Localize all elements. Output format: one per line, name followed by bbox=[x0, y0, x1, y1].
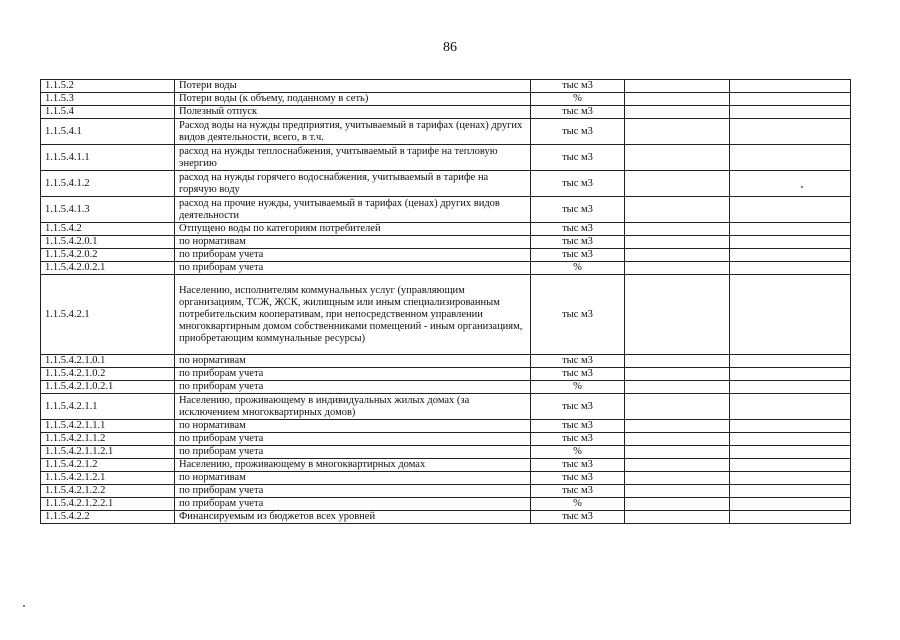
row-code-cell: 1.1.5.4.2.1 bbox=[41, 275, 175, 355]
row-value-cell-1 bbox=[625, 368, 730, 381]
row-code-cell: 1.1.5.4.2.1.1.2.1 bbox=[41, 446, 175, 459]
row-unit-cell: тыс м3 bbox=[531, 80, 625, 93]
row-value-cell-2 bbox=[730, 249, 851, 262]
row-value-cell-1 bbox=[625, 381, 730, 394]
row-unit-cell: тыс м3 bbox=[531, 249, 625, 262]
table-row bbox=[41, 511, 851, 524]
row-code-cell: 1.1.5.4.2.0.2.1 bbox=[41, 262, 175, 275]
row-value-cell-1 bbox=[625, 106, 730, 119]
table-row bbox=[41, 275, 851, 355]
row-code-cell: 1.1.5.4.2.1.0.2 bbox=[41, 368, 175, 381]
row-unit-cell: тыс м3 bbox=[531, 485, 625, 498]
row-value-cell-2 bbox=[730, 381, 851, 394]
row-value-cell-1 bbox=[625, 145, 730, 171]
row-value-cell-2 bbox=[730, 368, 851, 381]
table-row bbox=[41, 80, 851, 93]
row-value-cell-2 bbox=[730, 223, 851, 236]
row-value-cell-2 bbox=[730, 275, 851, 355]
row-value-cell-2 bbox=[730, 80, 851, 93]
row-name-cell: Населению, проживающему в многоквартирных домах bbox=[175, 459, 531, 472]
row-code-cell: 1.1.5.4.1.3 bbox=[41, 197, 175, 223]
row-name-cell: Финансируемым из бюджетов всех уровней bbox=[175, 511, 531, 524]
row-name-cell: по приборам учета bbox=[175, 433, 531, 446]
row-unit-cell: тыс м3 bbox=[531, 433, 625, 446]
row-name-cell: по приборам учета bbox=[175, 262, 531, 275]
row-unit-cell: % bbox=[531, 381, 625, 394]
row-value-cell-2 bbox=[730, 472, 851, 485]
table-row bbox=[41, 262, 851, 275]
row-value-cell-2 bbox=[730, 485, 851, 498]
row-unit-cell: тыс м3 bbox=[531, 145, 625, 171]
row-name-cell: Населению, проживающему в индивидуальных жилых домах (за исключением многоквартирных домов) bbox=[175, 394, 531, 420]
row-unit-cell: % bbox=[531, 446, 625, 459]
row-name-cell: Населению, исполнителям коммунальных услуг (управляющим организациям, ТСЖ, ЖСК, жилищным или иным специализированным потребительским кооперативам, при непосредственном управлении многоквартирным домом собственниками помещений - иным организациям, приобретающим коммунальные ресурсы) bbox=[175, 275, 531, 355]
row-value-cell-1 bbox=[625, 223, 730, 236]
table-row bbox=[41, 119, 851, 145]
row-value-cell-1 bbox=[625, 420, 730, 433]
row-code-cell: 1.1.5.4.1.1 bbox=[41, 145, 175, 171]
table-row bbox=[41, 472, 851, 485]
row-value-cell-1 bbox=[625, 275, 730, 355]
table-row bbox=[41, 394, 851, 420]
table-row bbox=[41, 171, 851, 197]
row-value-cell-1 bbox=[625, 433, 730, 446]
row-code-cell: 1.1.5.4.2.1.2.2.1 bbox=[41, 498, 175, 511]
row-value-cell-1 bbox=[625, 511, 730, 524]
row-name-cell: Полезный отпуск bbox=[175, 106, 531, 119]
row-value-cell-1 bbox=[625, 119, 730, 145]
page-number: 86 bbox=[443, 40, 457, 55]
row-unit-cell: тыс м3 bbox=[531, 197, 625, 223]
row-value-cell-1 bbox=[625, 93, 730, 106]
row-value-cell-2 bbox=[730, 498, 851, 511]
row-code-cell: 1.1.5.4.2.1.0.1 bbox=[41, 355, 175, 368]
row-value-cell-2 bbox=[730, 446, 851, 459]
row-name-cell: по приборам учета bbox=[175, 249, 531, 262]
row-value-cell-2 bbox=[730, 511, 851, 524]
row-name-cell: по нормативам bbox=[175, 236, 531, 249]
row-name-cell: Отпущено воды по категориям потребителей bbox=[175, 223, 531, 236]
row-unit-cell: тыс м3 bbox=[531, 275, 625, 355]
row-name-cell: по приборам учета bbox=[175, 446, 531, 459]
row-code-cell: 1.1.5.4.2.2 bbox=[41, 511, 175, 524]
table-row bbox=[41, 381, 851, 394]
row-unit-cell: тыс м3 bbox=[531, 119, 625, 145]
row-value-cell-2 bbox=[730, 171, 851, 197]
row-value-cell-1 bbox=[625, 394, 730, 420]
row-value-cell-1 bbox=[625, 80, 730, 93]
row-code-cell: 1.1.5.4.2.0.1 bbox=[41, 236, 175, 249]
row-name-cell: расход на прочие нужды, учитываемый в тарифах (ценах) других видов деятельности bbox=[175, 197, 531, 223]
row-name-cell: Потери воды (к объему, поданному в сеть) bbox=[175, 93, 531, 106]
table-row bbox=[41, 485, 851, 498]
row-value-cell-1 bbox=[625, 197, 730, 223]
table-body bbox=[41, 80, 851, 524]
row-code-cell: 1.1.5.4 bbox=[41, 106, 175, 119]
row-name-cell: по приборам учета bbox=[175, 381, 531, 394]
row-unit-cell: тыс м3 bbox=[531, 171, 625, 197]
row-value-cell-2 bbox=[730, 145, 851, 171]
row-name-cell: по нормативам bbox=[175, 472, 531, 485]
row-code-cell: 1.1.5.4.1 bbox=[41, 119, 175, 145]
row-unit-cell: % bbox=[531, 498, 625, 511]
row-name-cell: по приборам учета bbox=[175, 485, 531, 498]
row-value-cell-2 bbox=[730, 420, 851, 433]
row-value-cell-2 bbox=[730, 106, 851, 119]
table-row bbox=[41, 368, 851, 381]
table-row bbox=[41, 446, 851, 459]
row-unit-cell: тыс м3 bbox=[531, 472, 625, 485]
row-value-cell-2 bbox=[730, 197, 851, 223]
row-unit-cell: тыс м3 bbox=[531, 511, 625, 524]
row-value-cell-2 bbox=[730, 119, 851, 145]
indicator-table bbox=[40, 79, 851, 524]
row-value-cell-1 bbox=[625, 459, 730, 472]
row-code-cell: 1.1.5.3 bbox=[41, 93, 175, 106]
table-row bbox=[41, 433, 851, 446]
row-code-cell: 1.1.5.2 bbox=[41, 80, 175, 93]
table-row bbox=[41, 197, 851, 223]
table-row bbox=[41, 459, 851, 472]
row-value-cell-1 bbox=[625, 262, 730, 275]
row-code-cell: 1.1.5.4.2.1.2.2 bbox=[41, 485, 175, 498]
row-value-cell-1 bbox=[625, 171, 730, 197]
table-row bbox=[41, 223, 851, 236]
scan-speck bbox=[23, 605, 25, 607]
row-name-cell: по приборам учета bbox=[175, 368, 531, 381]
table-row bbox=[41, 355, 851, 368]
row-value-cell-2 bbox=[730, 355, 851, 368]
row-value-cell-2 bbox=[730, 262, 851, 275]
row-value-cell-1 bbox=[625, 236, 730, 249]
table-row bbox=[41, 498, 851, 511]
row-unit-cell: % bbox=[531, 262, 625, 275]
row-unit-cell: % bbox=[531, 93, 625, 106]
row-code-cell: 1.1.5.4.2.0.2 bbox=[41, 249, 175, 262]
row-code-cell: 1.1.5.4.2.1.1 bbox=[41, 394, 175, 420]
table-row bbox=[41, 145, 851, 171]
row-value-cell-1 bbox=[625, 249, 730, 262]
row-unit-cell: тыс м3 bbox=[531, 223, 625, 236]
row-value-cell-1 bbox=[625, 355, 730, 368]
row-unit-cell: тыс м3 bbox=[531, 368, 625, 381]
table-row bbox=[41, 106, 851, 119]
row-unit-cell: тыс м3 bbox=[531, 420, 625, 433]
scan-speck bbox=[801, 186, 803, 188]
row-unit-cell: тыс м3 bbox=[531, 106, 625, 119]
row-value-cell-2 bbox=[730, 459, 851, 472]
table-row bbox=[41, 93, 851, 106]
row-name-cell: расход на нужды горячего водоснабжения, учитываемый в тарифе на горячую воду bbox=[175, 171, 531, 197]
table-row bbox=[41, 249, 851, 262]
row-value-cell-2 bbox=[730, 236, 851, 249]
row-value-cell-1 bbox=[625, 446, 730, 459]
row-name-cell: по приборам учета bbox=[175, 498, 531, 511]
row-name-cell: Потери воды bbox=[175, 80, 531, 93]
row-unit-cell: тыс м3 bbox=[531, 355, 625, 368]
row-value-cell-2 bbox=[730, 394, 851, 420]
row-name-cell: расход на нужды теплоснабжения, учитываемый в тарифе на тепловую энергию bbox=[175, 145, 531, 171]
row-unit-cell: тыс м3 bbox=[531, 394, 625, 420]
row-code-cell: 1.1.5.4.2.1.2 bbox=[41, 459, 175, 472]
row-name-cell: Расход воды на нужды предприятия, учитываемый в тарифах (ценах) других видов деятельности, всего, в т.ч. bbox=[175, 119, 531, 145]
row-name-cell: по нормативам bbox=[175, 355, 531, 368]
row-code-cell: 1.1.5.4.2.1.1.1 bbox=[41, 420, 175, 433]
row-code-cell: 1.1.5.4.2 bbox=[41, 223, 175, 236]
row-value-cell-2 bbox=[730, 433, 851, 446]
row-unit-cell: тыс м3 bbox=[531, 236, 625, 249]
row-value-cell-1 bbox=[625, 498, 730, 511]
table-row bbox=[41, 420, 851, 433]
row-name-cell: по нормативам bbox=[175, 420, 531, 433]
table-row bbox=[41, 236, 851, 249]
row-code-cell: 1.1.5.4.2.1.2.1 bbox=[41, 472, 175, 485]
row-unit-cell: тыс м3 bbox=[531, 459, 625, 472]
row-code-cell: 1.1.5.4.2.1.1.2 bbox=[41, 433, 175, 446]
row-code-cell: 1.1.5.4.1.2 bbox=[41, 171, 175, 197]
row-value-cell-1 bbox=[625, 472, 730, 485]
row-value-cell-1 bbox=[625, 485, 730, 498]
row-code-cell: 1.1.5.4.2.1.0.2.1 bbox=[41, 381, 175, 394]
row-value-cell-2 bbox=[730, 93, 851, 106]
